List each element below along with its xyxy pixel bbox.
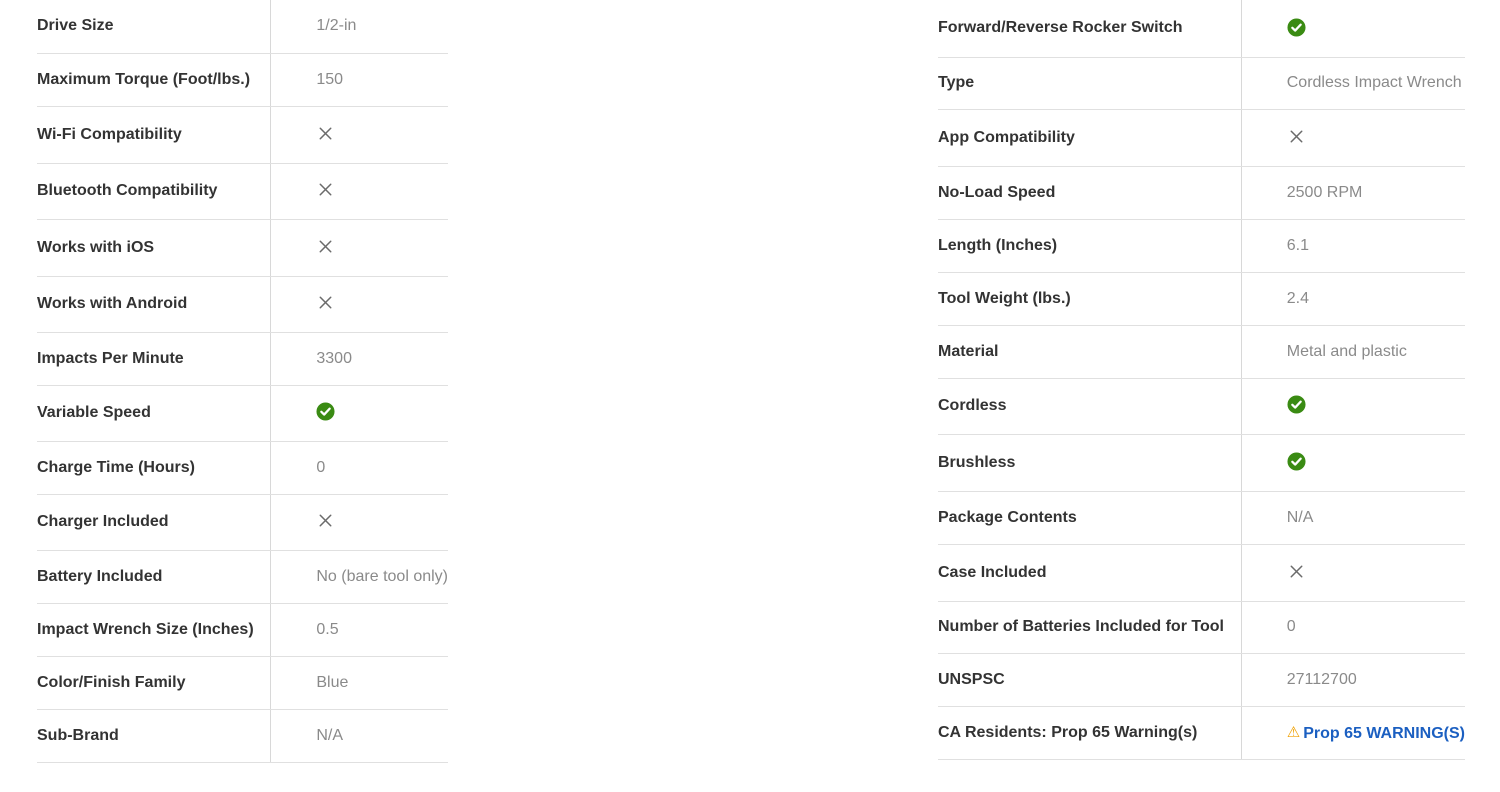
- x-icon: [1287, 127, 1306, 146]
- spec-row-maximum-torque-foot-lbs: [37, 53, 448, 106]
- x-icon: [316, 180, 335, 199]
- spec-label: Impacts Per Minute: [37, 332, 271, 385]
- spec-row-no-load-speed: [938, 166, 1465, 219]
- spec-value: N/A: [271, 709, 448, 762]
- spec-value: [271, 385, 448, 441]
- spec-value: Metal and plastic: [1241, 325, 1465, 378]
- check-icon: [316, 402, 335, 421]
- spec-value: [271, 106, 448, 163]
- spec-label: CA Residents: Prop 65 Warning(s): [938, 706, 1241, 759]
- spec-row-drive-size: [37, 0, 448, 53]
- spec-row-number-of-batteries-included-for-tool: [938, 601, 1465, 653]
- prop65-warning-text: Prop 65 WARNING(S): [1303, 724, 1465, 742]
- spec-label: Battery Included: [37, 550, 271, 603]
- spec-label: Brushless: [938, 434, 1241, 491]
- specifications-table-left: [37, 0, 448, 763]
- spec-value: 1/2-in: [271, 0, 448, 53]
- spec-row-app-compatibility: [938, 109, 1465, 166]
- spec-value: Blue: [271, 656, 448, 709]
- spec-label: Maximum Torque (Foot/lbs.): [37, 53, 271, 106]
- spec-label: Works with iOS: [37, 219, 271, 276]
- spec-label: Case Included: [938, 544, 1241, 601]
- spec-label: UNSPSC: [938, 653, 1241, 706]
- spec-label: Charge Time (Hours): [37, 441, 271, 494]
- check-icon: [1287, 395, 1306, 414]
- spec-row-package-contents: [938, 491, 1465, 544]
- spec-label: App Compatibility: [938, 109, 1241, 166]
- spec-row-works-with-ios: [37, 219, 448, 276]
- check-icon: [1287, 452, 1306, 471]
- spec-value: 0: [1241, 601, 1465, 653]
- x-icon: [316, 511, 335, 530]
- spec-label: Package Contents: [938, 491, 1241, 544]
- spec-label: Works with Android: [37, 276, 271, 332]
- spec-label: Charger Included: [37, 494, 271, 550]
- specifications-table-right: [938, 0, 1465, 760]
- spec-row-tool-weight-lbs: [938, 272, 1465, 325]
- spec-value: N/A: [1241, 491, 1465, 544]
- spec-value: [1241, 109, 1465, 166]
- spec-value: 27112700: [1241, 653, 1465, 706]
- x-icon: [316, 237, 335, 256]
- spec-row-battery-included: [37, 550, 448, 603]
- prop65-warning-link[interactable]: [1287, 725, 1465, 742]
- spec-row-impact-wrench-size-inches: [37, 603, 448, 656]
- spec-row-impacts-per-minute: [37, 332, 448, 385]
- spec-label: Color/Finish Family: [37, 656, 271, 709]
- spec-value: 150: [271, 53, 448, 106]
- spec-row-type: [938, 57, 1465, 109]
- spec-value: [1241, 434, 1465, 491]
- spec-value: 0: [271, 441, 448, 494]
- spec-value: 2.4: [1241, 272, 1465, 325]
- spec-value: [1241, 706, 1465, 759]
- spec-value: [271, 276, 448, 332]
- spec-row-forward-reverse-rocker-switch: [938, 0, 1465, 57]
- spec-value: [271, 494, 448, 550]
- x-icon: [316, 124, 335, 143]
- spec-row-color-finish-family: [37, 656, 448, 709]
- spec-label: Sub-Brand: [37, 709, 271, 762]
- spec-label: Length (Inches): [938, 219, 1241, 272]
- spec-label: Type: [938, 57, 1241, 109]
- spec-row-ca-residents-prop-65-warning-s: [938, 706, 1465, 759]
- spec-label: Drive Size: [37, 0, 271, 53]
- spec-label: Material: [938, 325, 1241, 378]
- spec-value: [271, 219, 448, 276]
- spec-value: 2500 RPM: [1241, 166, 1465, 219]
- spec-label: Variable Speed: [37, 385, 271, 441]
- spec-row-bluetooth-compatibility: [37, 163, 448, 219]
- spec-row-unspsc: [938, 653, 1465, 706]
- spec-value: Cordless Impact Wrench: [1241, 57, 1465, 109]
- spec-row-wi-fi-compatibility: [37, 106, 448, 163]
- spec-label: Forward/Reverse Rocker Switch: [938, 0, 1241, 57]
- x-icon: [1287, 562, 1306, 581]
- spec-value: [1241, 544, 1465, 601]
- spec-label: Impact Wrench Size (Inches): [37, 603, 271, 656]
- spec-row-brushless: [938, 434, 1465, 491]
- spec-label: Number of Batteries Included for Tool: [938, 601, 1241, 653]
- spec-row-material: [938, 325, 1465, 378]
- spec-label: Cordless: [938, 378, 1241, 434]
- spec-value: [1241, 378, 1465, 434]
- spec-label: Tool Weight (lbs.): [938, 272, 1241, 325]
- spec-value: No (bare tool only): [271, 550, 448, 603]
- spec-label: Wi-Fi Compatibility: [37, 106, 271, 163]
- spec-row-charger-included: [37, 494, 448, 550]
- spec-row-variable-speed: [37, 385, 448, 441]
- spec-value: [1241, 0, 1465, 57]
- spec-value: 3300: [271, 332, 448, 385]
- spec-value: 6.1: [1241, 219, 1465, 272]
- spec-row-sub-brand: [37, 709, 448, 762]
- check-icon: [1287, 18, 1306, 37]
- spec-row-works-with-android: [37, 276, 448, 332]
- spec-value: 0.5: [271, 603, 448, 656]
- spec-row-length-inches: [938, 219, 1465, 272]
- spec-row-cordless: [938, 378, 1465, 434]
- warning-icon: ⚠: [1286, 723, 1301, 741]
- spec-label: Bluetooth Compatibility: [37, 163, 271, 219]
- spec-label: No-Load Speed: [938, 166, 1241, 219]
- x-icon: [316, 293, 335, 312]
- spec-row-charge-time-hours: [37, 441, 448, 494]
- spec-row-case-included: [938, 544, 1465, 601]
- spec-value: [271, 163, 448, 219]
